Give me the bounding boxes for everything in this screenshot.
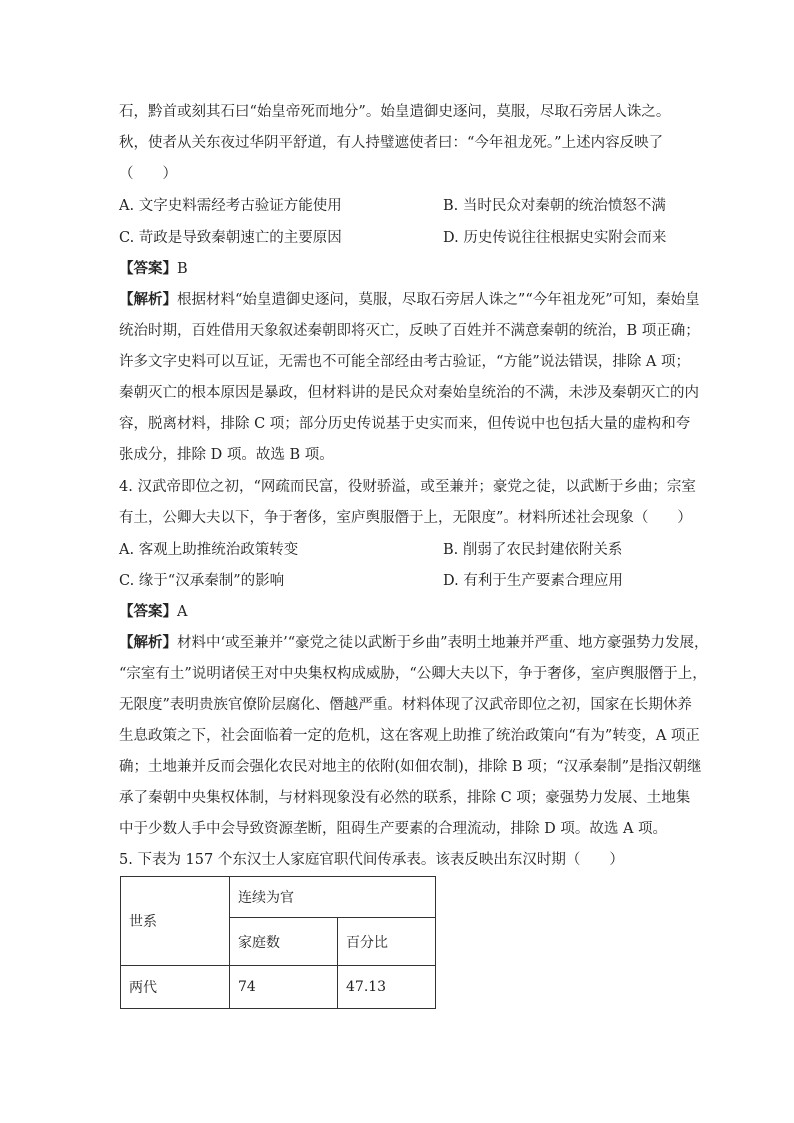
- q4-stem-line-1: 4. 汉武帝即位之初，“网疏而民富，役财骄溢，或至兼并；豪党之徒，以武断于乡曲；宗室: [119, 479, 696, 495]
- q4-option-c: C. 缘于“汉承秦制”的影响: [119, 573, 285, 589]
- answer-label: 【答案】: [119, 603, 177, 620]
- explanation-text: 材料中‘或至兼并’“豪党之徒以武断于乡曲”表明土地兼并严重、地方豪强势力发展，: [177, 635, 709, 651]
- q4-option-b: B. 削弱了农民封建依附关系: [443, 542, 623, 558]
- cell-generation: 两代: [121, 966, 230, 1009]
- q3-explanation-line-2: 统治时期，百姓借用天象叙述秦朝即将灭亡，反映了百姓并不满意秦朝的统治，B 项正确；: [119, 323, 700, 339]
- q3-stem-line-2: 秋，使者从关东夜过华阴平舒道，有人持璧遮使者曰：“今年祖龙死。”上述内容反映了: [119, 135, 664, 151]
- q3-explanation-line-4: 秦朝灭亡的根本原因是暴政，但材料讲的是民众对秦始皇统治的不满，未涉及秦朝灭亡的内: [119, 385, 699, 401]
- explanation-label: 【解析】: [119, 634, 177, 651]
- q3-option-d: D. 历史传说往往根据史实附会而来: [443, 230, 667, 246]
- q4-explanation-line-5: 确；土地兼并反而会强化农民对地主的依附(如佃农制)，排除 B 项；“汉承秦制”是指汉朝继: [119, 759, 702, 775]
- q4-explanation-line-2: “宗室有土”说明诸侯王对中央集权构成威胁，“公卿大夫以下，争于奢侈，室庐舆服僭于上，: [119, 666, 707, 682]
- cell-count: 74: [230, 966, 338, 1009]
- q4-option-a: A. 客观上助推统治政策转变: [119, 542, 299, 558]
- cell-percent: 47.13: [338, 966, 436, 1009]
- q4-explanation-line-3: 无限度”表明贵族官僚阶层腐化、僭越严重。材料体现了汉武帝即位之初，国家在长期休养: [119, 697, 692, 713]
- table-header-row: [121, 877, 436, 918]
- q3-explanation-line-3: 许多文字史料可以互证，无需也不可能全部经由考古验证，“方能”说法错误，排除 A 项；: [119, 354, 691, 370]
- q3-option-c: C. 苛政是导致秦朝速亡的主要原因: [119, 230, 342, 246]
- header-cell-jiating: 家庭数: [230, 918, 338, 966]
- q3-explanation-line-1: [119, 290, 700, 310]
- header-cell-lianxu: 连续为官: [230, 877, 436, 918]
- q3-stem-bracket: （ ）: [119, 166, 177, 182]
- answer-label: 【答案】: [119, 260, 177, 277]
- explanation-text: 根据材料“始皇遣御史逐问，莫服，尽取石旁居人诛之”“今年祖龙死”可知，秦始皇: [177, 292, 700, 308]
- q3-explanation-line-5: 容，脱离材料，排除 C 项；部分历史传说基于史实而来，但传说中也包括大量的虚构和夸: [119, 416, 691, 432]
- explanation-label: 【解析】: [119, 291, 177, 308]
- q3-option-b: B. 当时民众对秦朝的统治愤怒不满: [443, 198, 666, 214]
- q4-option-d: D. 有利于生产要素合理应用: [443, 573, 623, 589]
- q4-stem-line-2: 有土，公卿大夫以下，争于奢侈，室庐舆服僭于上，无限度”。材料所述社会现象（ ）: [119, 510, 692, 526]
- q4-explanation-line-1: [119, 633, 709, 653]
- q4-explanation-line-4: 生息政策之下，社会面临着一定的危机，这在客观上助推了统治政策向“有为”转变，A 项正: [119, 728, 700, 744]
- q4-explanation-line-6: 承了秦朝中央集权体制，与材料现象没有必然的联系，排除 C 项；豪强势力发展、土地集: [119, 790, 691, 806]
- q4-explanation-line-7: 中于少数人手中会导致资源垄断，阻碍生产要素的合理流动，排除 D 项。故选 A 项。: [119, 821, 668, 837]
- q4-answer: [119, 602, 187, 622]
- q3-answer: [119, 259, 188, 279]
- table-row: [121, 966, 436, 1009]
- q3-stem-line-1: 石，黔首或刻其石曰“始皇帝死而地分”。始皇遣御史逐问，莫服，尽取石旁居人诛之。: [119, 104, 671, 120]
- header-cell-shixi: 世系: [121, 877, 230, 966]
- answer-value: B: [177, 261, 188, 277]
- q3-explanation-line-6: 张成分，排除 D 项。故选 B 项。: [119, 447, 334, 463]
- answer-value: A: [177, 604, 188, 620]
- q5-stem-line-1: 5. 下表为 157 个东汉士人家庭官职代间传承表。该表反映出东汉时期（ ）: [119, 852, 624, 868]
- officials-table: [120, 876, 436, 1009]
- q3-option-a: A. 文字史料需经考古验证方能使用: [119, 198, 342, 214]
- header-cell-baifen: 百分比: [338, 918, 436, 966]
